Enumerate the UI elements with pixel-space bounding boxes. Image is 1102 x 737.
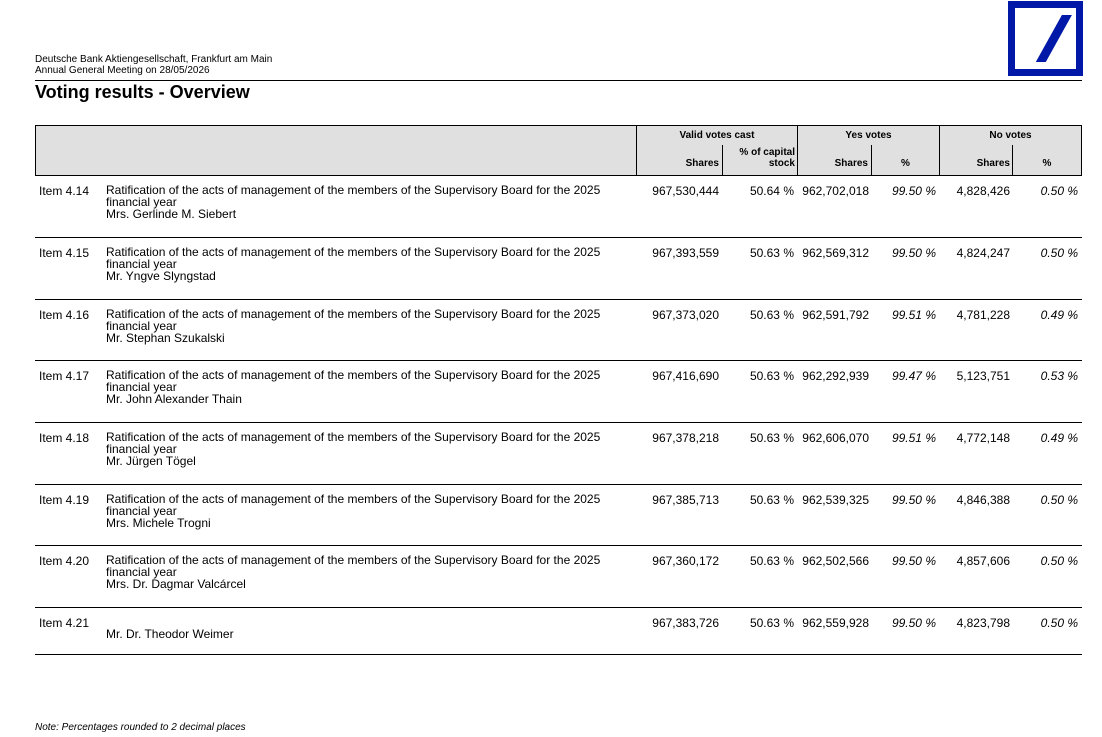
footnote: Note: Percentages rounded to 2 decimal places	[35, 722, 246, 733]
board-member-name: Mrs. Michele Trogni	[106, 516, 211, 530]
valid-shares-value: 967,378,218	[652, 431, 719, 445]
valid-shares-value: 967,360,172	[652, 554, 719, 568]
no-shares-value: 5,123,751	[956, 369, 1010, 383]
board-member-name: Mr. Yngve Slyngstad	[106, 269, 216, 283]
item-number: Item 4.17	[39, 369, 90, 383]
company-header	[35, 54, 272, 76]
row-divider	[35, 654, 1082, 655]
group-valid-votes: Valid votes cast	[679, 130, 755, 141]
no-pct-value: 0.49 %	[1040, 308, 1078, 322]
valid-shares-value: 967,385,713	[652, 493, 719, 507]
deutsche-bank-logo-icon	[1008, 1, 1083, 76]
yes-pct-value: 99.51 %	[891, 431, 936, 445]
no-shares-value: 4,823,798	[956, 616, 1010, 630]
board-member-name: Mrs. Dr. Dagmar Valcárcel	[106, 577, 246, 591]
yes-pct-value: 99.50 %	[891, 616, 936, 630]
item-description: Ratification of the acts of management of the members of the Supervisory Board for the 2025 financial year Mrs. Gerlinde M. Siebert	[106, 184, 616, 220]
board-member-name: Mr. Stephan Szukalski	[106, 331, 225, 345]
header-rule	[35, 80, 1082, 81]
yes-shares-value: 962,702,018	[802, 184, 869, 198]
valid-pct-value: 50.63 %	[749, 616, 794, 630]
item-description: Ratification of the acts of management of the members of the Supervisory Board for the 2025 financial year Mrs. Dr. Dagmar Valcárcel	[106, 554, 616, 590]
meeting-date: Annual General Meeting on 28/05/2026	[35, 65, 210, 76]
valid-pct-value: 50.63 %	[749, 431, 794, 445]
yes-shares-value: 962,539,325	[802, 493, 869, 507]
no-shares-value: 4,828,426	[956, 184, 1010, 198]
no-shares-value: 4,857,606	[956, 554, 1010, 568]
item-description: Ratification of the acts of management of the members of the Supervisory Board for the 2025 financial year Mr. John Alexander Thain	[106, 369, 616, 405]
board-member-name: Mr. Jürgen Tögel	[106, 454, 196, 468]
no-shares-value: 4,772,148	[956, 431, 1010, 445]
item-number: Item 4.14	[39, 184, 90, 198]
yes-shares-value: 962,569,312	[802, 246, 869, 260]
col-yes-shares: Shares	[834, 158, 868, 169]
valid-shares-value: 967,383,726	[652, 616, 719, 630]
valid-shares-value: 967,393,559	[652, 246, 719, 260]
yes-pct-value: 99.50 %	[891, 493, 936, 507]
yes-pct-value: 99.50 %	[891, 554, 936, 568]
item-description: Ratification of the acts of management of the members of the Supervisory Board for the 2025 financial year Mr. Jürgen Tögel	[106, 431, 616, 467]
valid-pct-value: 50.63 %	[749, 308, 794, 322]
yes-shares-value: 962,559,928	[802, 616, 869, 630]
col-yes-pct: %	[901, 158, 910, 169]
item-description: Ratification of the acts of management of the members of the Supervisory Board for the 2025 financial year Mr. Yngve Slyngstad	[106, 246, 616, 282]
row-divider	[35, 422, 1082, 423]
row-divider	[35, 237, 1082, 238]
board-member-name: Mr. John Alexander Thain	[106, 392, 242, 406]
valid-shares-value: 967,416,690	[652, 369, 719, 383]
company-name: Deutsche Bank Aktiengesellschaft, Frankfurt am Main	[35, 54, 273, 65]
yes-shares-value: 962,502,566	[802, 554, 869, 568]
no-pct-value: 0.50 %	[1040, 493, 1078, 507]
no-pct-value: 0.50 %	[1040, 554, 1078, 568]
item-description	[106, 616, 616, 640]
yes-pct-value: 99.47 %	[891, 369, 936, 383]
row-divider	[35, 299, 1082, 300]
item-number: Item 4.15	[39, 246, 90, 260]
group-yes-votes: Yes votes	[845, 130, 892, 141]
no-shares-value: 4,846,388	[956, 493, 1010, 507]
no-shares-value: 4,824,247	[956, 246, 1010, 260]
valid-pct-value: 50.63 %	[749, 246, 794, 260]
valid-pct-value: 50.63 %	[749, 554, 794, 568]
row-divider	[35, 607, 1082, 608]
valid-shares-value: 967,530,444	[652, 184, 719, 198]
yes-shares-value: 962,292,939	[802, 369, 869, 383]
item-number: Item 4.16	[39, 308, 90, 322]
no-pct-value: 0.53 %	[1040, 369, 1078, 383]
no-pct-value: 0.49 %	[1040, 431, 1078, 445]
no-pct-value: 0.50 %	[1040, 246, 1078, 260]
valid-pct-value: 50.64 %	[749, 184, 794, 198]
item-number: Item 4.18	[39, 431, 90, 445]
valid-pct-value: 50.63 %	[749, 369, 794, 383]
col-valid-pct: % of capital stock	[739, 147, 795, 169]
group-no-votes: No votes	[989, 130, 1032, 141]
board-member-name: Mr. Dr. Theodor Weimer	[106, 627, 234, 641]
col-no-shares: Shares	[976, 158, 1010, 169]
valid-pct-value: 50.63 %	[749, 493, 794, 507]
table-header	[35, 125, 1082, 176]
item-description: Ratification of the acts of management of the members of the Supervisory Board for the 2025 financial year Mr. Stephan Szukalski	[106, 308, 616, 344]
item-description: Ratification of the acts of management of the members of the Supervisory Board for the 2025 financial year Mrs. Michele Trogni	[106, 493, 616, 529]
board-member-name: Mrs. Gerlinde M. Siebert	[106, 207, 237, 221]
valid-shares-value: 967,373,020	[652, 308, 719, 322]
page-title: Voting results - Overview	[35, 82, 250, 102]
yes-pct-value: 99.51 %	[891, 308, 936, 322]
no-pct-value: 0.50 %	[1040, 616, 1078, 630]
yes-pct-value: 99.50 %	[891, 184, 936, 198]
row-divider	[35, 360, 1082, 361]
row-divider	[35, 545, 1082, 546]
no-pct-value: 0.50 %	[1040, 184, 1078, 198]
col-valid-shares: Shares	[685, 158, 719, 169]
row-divider	[35, 484, 1082, 485]
item-number: Item 4.21	[39, 616, 90, 630]
item-number: Item 4.19	[39, 493, 90, 507]
col-no-pct: %	[1042, 158, 1052, 169]
no-shares-value: 4,781,228	[956, 308, 1010, 322]
yes-shares-value: 962,606,070	[802, 431, 869, 445]
yes-pct-value: 99.50 %	[891, 246, 936, 260]
item-number: Item 4.20	[39, 554, 90, 568]
yes-shares-value: 962,591,792	[802, 308, 869, 322]
